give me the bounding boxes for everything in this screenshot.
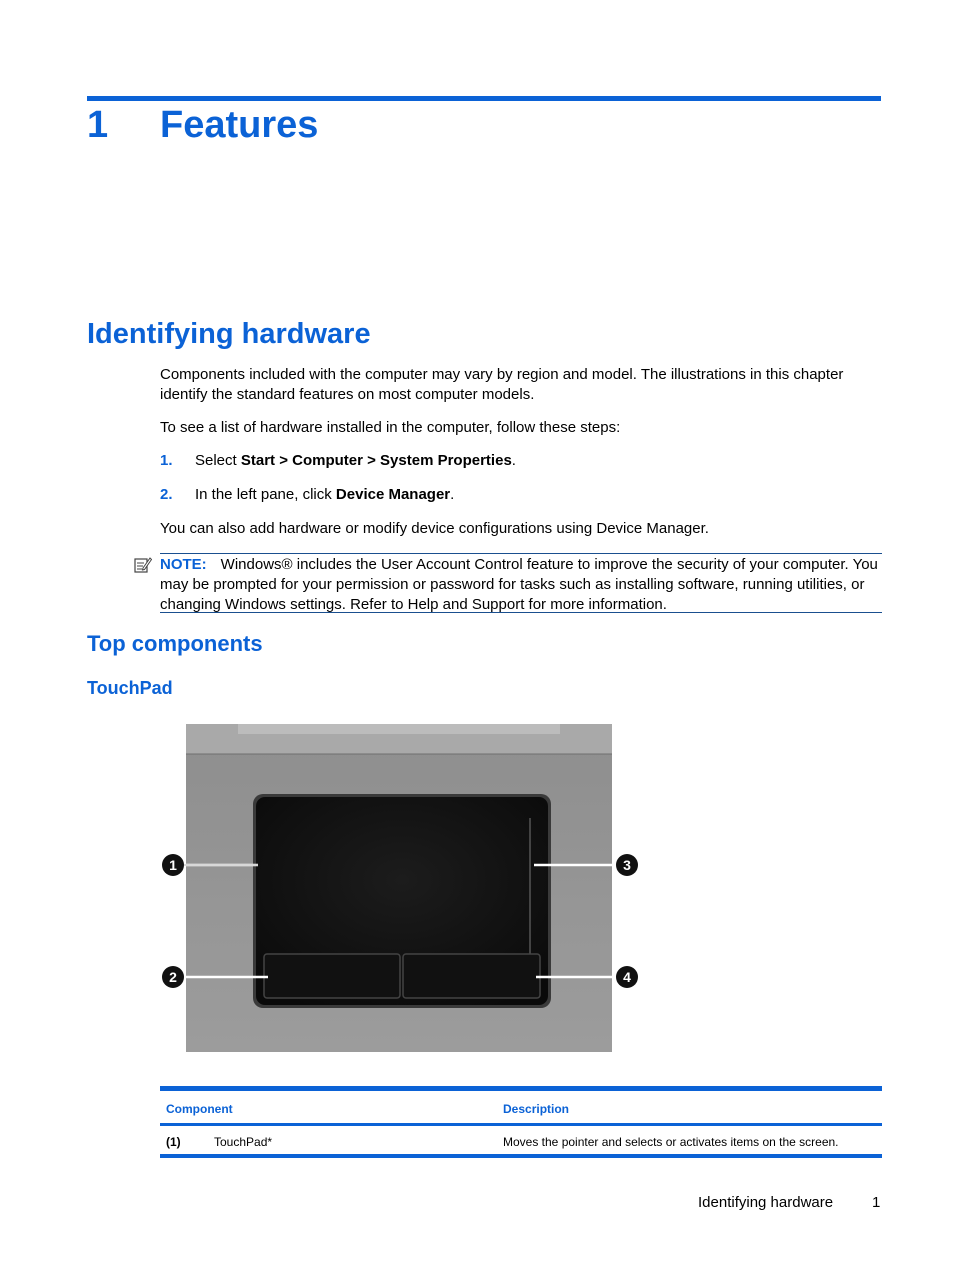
step-2-text: In the left pane, click Device Manager. [195,486,455,503]
right-touchpad-button [403,954,540,998]
callout-4 [616,966,638,988]
chapter-rule [87,96,881,101]
note-label: NOTE: [160,556,207,573]
note-box [160,553,882,613]
step-1-command: Start > Computer > System Properties [240,452,512,469]
svg-text:1: 1 [169,857,177,873]
components-table [160,1086,882,1158]
row-number: (1) [166,1135,181,1149]
table-row [160,1126,882,1158]
step-1-number: 1. [160,452,173,469]
callout-1 [162,854,184,876]
section-title: Identifying hardware [87,318,371,350]
svg-text:3: 3 [623,857,631,873]
steps-intro: To see a list of hardware installed in the computer, follow these steps: [160,419,621,436]
footer-section-title: Identifying hardware [698,1194,834,1211]
step-2-command: Device Manager [335,486,451,503]
note-text: Windows® includes the User Account Control feature to improve the security of your computer. You may be prompted for your permission or password for tasks such as installing software, running utilities, or changing Windows settings. Refer to Help and Support for more information. [160,556,878,613]
table-header [160,1091,882,1126]
row-description: Moves the pointer and selects or activates items on the screen. [503,1135,839,1149]
chapter-number: 1 [87,104,109,146]
left-touchpad-button [264,954,400,998]
step-1-text: Select Start > Computer > System Properties. [195,452,516,469]
row-component: TouchPad* [214,1135,273,1149]
header-component: Component [166,1102,233,1116]
callout-3 [616,854,638,876]
chapter-title: Features [160,104,319,146]
footer-page-number: 1 [872,1194,881,1211]
note-pencil-icon [134,556,152,574]
svg-text:4: 4 [623,969,631,985]
subsubsection-title: TouchPad [87,678,173,698]
touchpad-illustration [158,718,640,1058]
callout-2 [162,966,184,988]
intro-paragraph: Components included with the computer may vary by region and model. The illustrations in this chapter identify the standard features on most computer models. [160,366,844,403]
subsection-title: Top components [87,631,263,656]
step-2-number: 2. [160,486,173,503]
header-description: Description [503,1102,570,1116]
svg-text:2: 2 [169,969,177,985]
after-steps-paragraph: You can also add hardware or modify device configurations using Device Manager. [160,520,709,537]
